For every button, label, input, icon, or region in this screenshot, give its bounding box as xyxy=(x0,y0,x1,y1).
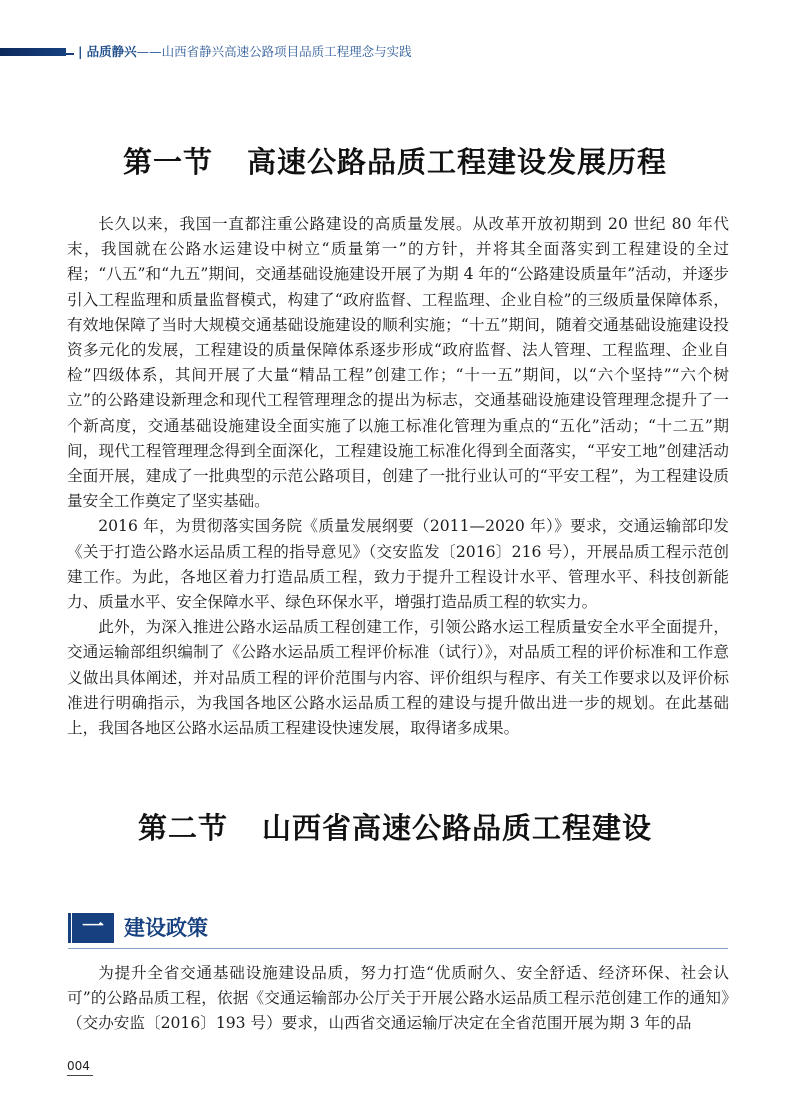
subsection-heading xyxy=(68,910,728,946)
subsection-title: 建设政策 xyxy=(124,916,208,940)
section1-number: 第一节 xyxy=(122,145,213,179)
paragraph: 为提升全省交通基础设施建设品质，努力打造“优质耐久、安全舒适、经济环保、社会认可”的公路品质工程，依据《交通运输部办公厅关于开展公路水运品质工程示范创建工作的通知》（交办安监〔2016〕193 号）要求，山西省交通运输厅决定在全省范围开展为期 3 年的品 xyxy=(67,964,729,1033)
header-brand: 品质静兴 xyxy=(86,44,137,59)
paragraph: 此外，为深入推进公路水运品质工程创建工作，引领公路水运工程质量安全水平全面提升，交通运输部组织编制了《公路水运品质工程评价标准（试行）》，对品质工程的评价标准和工作意义做出具体阐述，并对品质工程的评价范围与内容、评价组织与程序、有关工作要求以及评价标准进行明确指示，为我国各地区公路水运品质工程的建设与提升做出进一步的规划。在此基础上，我国各地区公路水运品质工程建设快速发展，取得诸多成果。 xyxy=(67,618,729,738)
section1-heading xyxy=(0,140,790,181)
header-text xyxy=(78,42,412,60)
subsection-underline xyxy=(68,948,728,949)
section2-heading xyxy=(0,806,790,847)
page-number: 004 xyxy=(67,1059,90,1073)
section2-body xyxy=(67,961,729,1037)
header-line xyxy=(66,53,74,55)
paragraph: 2016 年，为贯彻落实国务院《质量发展纲要（2011—2020 年）》要求，交通运输部印发《关于打造公路水运品质工程的指导意见》（交安监发〔2016〕216 号），开展品质工程示范创建工作。为此，各地区着力打造品质工程，致力于提升工程设计水平、管理水平、科技创新能力、质量水平、安全保障水平、绿色环保水平，增强打造品质工程的软实力。 xyxy=(67,517,729,612)
page-number-rule xyxy=(67,1075,93,1076)
section2-number: 第二节 xyxy=(137,811,228,845)
header-rule xyxy=(0,48,66,56)
header-subtitle: ——山西省静兴高速公路项目品质工程理念与实践 xyxy=(136,44,412,59)
subsection-number: 一 xyxy=(72,913,114,943)
section2-title: 山西省高速公路品质工程建设 xyxy=(262,811,653,845)
subsection-tab xyxy=(68,913,71,943)
paragraph: 长久以来，我国一直都注重公路建设的高质量发展。从改革开放初期到 20 世纪 80 年代末，我国就在公路水运建设中树立“质量第一”的方针，并将其全面落实到工程建设的全过程；“八五”和“九五”期间，交通基础设施建设开展了为期 4 年的“公路建设质量年”活动，并逐步引入工程监理和质量监督模式，构建了“政府监督、工程监理、企业自检”的三级质量保障体系，有效地保障了当时大规模交通基础设施建设的顺利实施；“十五”期间，随着交通基础设施建设投资多元化的发展，工程建设的质量保障体系逐步形成“政府监督、法人管理、工程监理、企业自检”四级体系，其间开展了大量“精品工程”创建工作；“十一五”期间，以“六个坚持”“六个树立”的公路建设新理念和现代工程管理理念的提出为标志，交通基础设施建设管理理念提升了一个新高度，交通基础设施建设全面实施了以施工标准化管理为重点的“五化”活动；“十二五”期间，现代工程管理理念得到全面深化，工程建设施工标准化得到全面落实，“平安工地”创建活动全面开展，建成了一批典型的示范公路项目，创建了一批行业认可的“平安工程”，为工程建设质量安全工作奠定了坚实基础。 xyxy=(67,215,729,511)
header-mark: | xyxy=(78,44,83,59)
running-header xyxy=(0,40,790,64)
section1-title: 高速公路品质工程建设发展历程 xyxy=(247,145,668,179)
section1-body xyxy=(67,212,729,741)
